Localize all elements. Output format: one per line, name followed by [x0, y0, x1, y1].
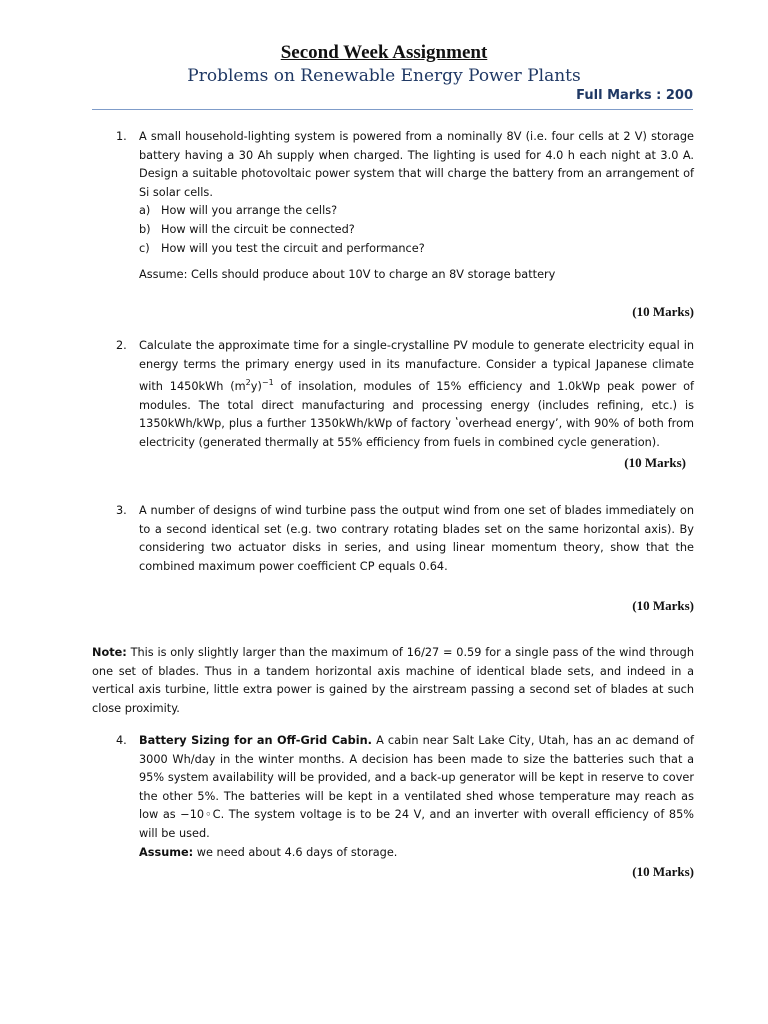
question-text: A number of designs of wind turbine pass the output wind from one set of blades immediately on to a second identical set (e.g. two contrary rotating blades set on the same horizontal axis). By considering two actuator disks in series, and using linear momentum theory, show that the combined maximum power coefficient CP equals 0.64.: [139, 504, 694, 573]
full-marks: Full Marks : 200: [576, 88, 693, 103]
marks-q1: (10 Marks): [632, 304, 694, 319]
sub-question-label: b): [139, 222, 151, 236]
header-divider: [92, 109, 693, 110]
sub-question-text: How will you test the circuit and performance?: [161, 241, 425, 255]
question-number: 1.: [116, 130, 127, 143]
page-subtitle: Problems on Renewable Energy Power Plants: [187, 66, 581, 86]
question-heading: Battery Sizing for an Off-Grid Cabin.: [139, 734, 372, 747]
sub-question-label: a): [139, 204, 151, 218]
assumption: Assume: Cells should produce about 10V to charge an 8V storage battery: [139, 268, 556, 282]
sub-question-a: [139, 202, 694, 221]
assumption: Assume: we need about 4.6 days of storage.: [139, 845, 398, 859]
question-number: 4.: [116, 734, 127, 747]
question-3: [116, 502, 694, 576]
question-text: A small household-lighting system is powered from a nominally 8V (i.e. four cells at 2 V) storage battery having a 30 Ah supply when charged. The lighting is used for 4.0 h each night at 3.0 A. Design a suitable photovoltaic power system that will charge the battery from an arrangement of Si solar cells.: [139, 130, 694, 199]
sub-question-b: [139, 221, 694, 240]
sub-question-c: [139, 240, 694, 259]
question-text: Calculate the approximate time for a single-crystalline PV module to generate electricity equal in energy terms the primary energy used in its manufacture. Consider a typical Japanese climate with 1450kWh $(m^2y)^{-1}$ of insolation, modules of 15% efficiency and 1.0kWp peak power of modules. The total direct manufacturing and processing energy (includes refining, etc.) is 1350kWh/kWp, plus a further 1350kWh/kWp of factory ʽoverhead energyʼ, with 90% of both from electricity (generated thermally at 55% efficiency from fuels in combined cycle generation).: [139, 339, 695, 449]
question-2: [116, 337, 694, 452]
marks-q4: (10 Marks): [632, 864, 694, 879]
marks-q2: (10 Marks): [624, 455, 686, 470]
note-text: This is only slightly larger than the maximum of 16/27 = 0.59 for a single pass of the wind through one set of blades. Thus in a tandem horizontal axis machine of identical blade sets, and indeed in a vertical axis turbine, little extra power is gained by the airstream passing a second set of blades at such close proximity.: [92, 646, 694, 715]
question-text: Battery Sizing for an Off-Grid Cabin. A cabin near Salt Lake City, Utah, has an ac demand of 3000 Wh/day in the winter months. A decision has been made to size the batteries such that a 95% system availability will be provided, and a back-up generator will be kept in reserve to cover the other 5%. The batteries will be kept in a ventilated shed whose temperature may reach as low as −10◦C. The system voltage is to be 24 V, and an inverter with overall efficiency of 85% will be used.: [139, 734, 695, 840]
sub-question-label: c): [139, 241, 150, 255]
question-number: 3.: [116, 504, 127, 517]
question-1: [116, 128, 694, 285]
page-title: Second Week Assignment: [280, 42, 488, 63]
note-label: Note:: [92, 646, 127, 659]
note-paragraph: [92, 644, 694, 718]
marks-q3: (10 Marks): [632, 598, 694, 613]
sub-question-text: How will you arrange the cells?: [161, 204, 338, 218]
sub-question-text: How will the circuit be connected?: [161, 222, 355, 236]
question-number: 2.: [116, 339, 127, 352]
question-4: [116, 732, 694, 862]
